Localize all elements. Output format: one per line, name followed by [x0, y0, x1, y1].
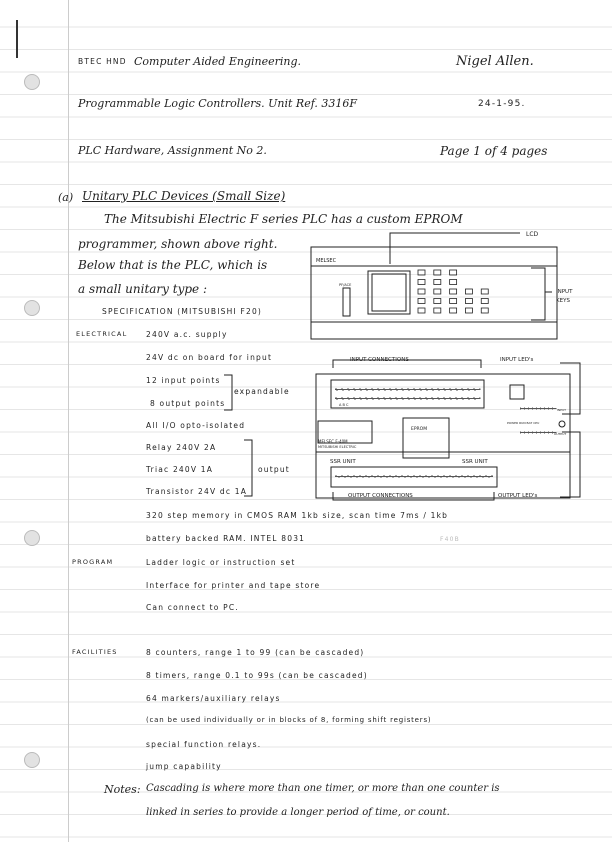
output-label: output — [258, 465, 290, 474]
plc-body — [316, 374, 570, 498]
notes-line: Cascading is where more than one timer, or more than one counter is — [146, 783, 500, 794]
facility-line: 8 timers, range 0.1 to 99s (can be cascaded) — [146, 671, 368, 680]
output-connections-label: OUTPUT CONNECTIONS — [348, 493, 413, 499]
input-led-tag: INPUT — [557, 408, 566, 412]
output-leds-label: OUTPUT LED's — [498, 493, 538, 499]
facility-line: 8 counters, range 1 to 99 (can be cascaded) — [146, 648, 365, 657]
assignment: PLC Hardware, Assignment No 2. — [78, 144, 267, 157]
spec-line: Transistor 24V dc 1A — [146, 487, 248, 496]
program-label: PROGRAM — [72, 558, 114, 566]
key — [465, 289, 472, 294]
key — [434, 308, 441, 313]
key — [434, 270, 441, 275]
intro-line: a small unitary type : — [78, 282, 207, 296]
facilities-label: FACILITIES — [72, 648, 118, 656]
expandable-bracket — [224, 375, 232, 410]
intro-line: programmer, shown above right. — [78, 237, 278, 251]
facility-line: jump capability — [146, 762, 222, 771]
spec-line: 12 input points — [146, 376, 221, 385]
plc-model: MELSEC F-40M — [318, 439, 348, 444]
status-leds-label: POWER RUN BAT CPU — [507, 421, 540, 425]
key — [481, 289, 488, 294]
program-line: Can connect to PC. — [146, 603, 239, 612]
course-title: Computer Aided Engineering. — [134, 55, 302, 68]
key — [481, 299, 488, 304]
key — [434, 299, 441, 304]
key — [418, 299, 425, 304]
lcd-leader — [390, 233, 520, 264]
key — [450, 308, 457, 313]
spec-line: 8 output points — [150, 399, 226, 408]
expandable-label: expandable — [234, 387, 290, 396]
key — [418, 308, 425, 313]
page-number: Page 1 of 4 pages — [440, 144, 548, 158]
key — [418, 270, 425, 275]
input-key-grid — [418, 270, 488, 313]
eprom-label: EPROM — [411, 427, 428, 432]
lcd-screen — [368, 271, 410, 314]
electrical-label: ELECTRICAL — [76, 330, 128, 338]
unit-title: Programmable Logic Controllers. Unit Ref. 3316F — [78, 97, 358, 110]
input-terminal-strip — [331, 380, 484, 408]
key — [465, 299, 472, 304]
facility-line: (can be used individually or in blocks of 8, forming shift registers) — [146, 716, 432, 724]
course: BTEC HND — [78, 57, 127, 66]
key — [450, 270, 457, 275]
author: Nigel Allen. — [456, 54, 534, 69]
lcd-label: LCD — [526, 231, 539, 238]
key — [418, 280, 425, 285]
facility-line: special function relays. — [146, 740, 262, 749]
terminal-dots — [335, 389, 565, 477]
spec-line: 320 step memory in CMOS RAM 1kb size, scan time 7ms / 1kb — [146, 511, 449, 520]
key — [434, 289, 441, 294]
date: 24-1-95. — [478, 99, 526, 109]
input-keys-label: INPUT — [556, 289, 573, 295]
output-bracket — [244, 440, 252, 496]
programmer-small-label: PF/ACE — [339, 283, 352, 287]
input-leds-label: INPUT LED's — [500, 357, 534, 363]
key — [450, 299, 457, 304]
abc-label: A B C — [339, 403, 349, 407]
spec-title: SPECIFICATION (MITSUBISHI F20) — [102, 307, 263, 316]
faint-note: F40B — [440, 536, 461, 543]
notes-label: Notes: — [104, 783, 141, 796]
intro-line: Below that is the PLC, which is — [78, 258, 268, 272]
key — [418, 289, 425, 294]
key — [481, 308, 488, 313]
output-led-tag: OUTPUT — [554, 432, 567, 436]
ssr-unit-right: SSR UNIT — [462, 459, 488, 465]
input-connections-label: INPUT CONNECTIONS — [350, 357, 409, 363]
key — [434, 280, 441, 285]
program-line: Interface for printer and tape store — [146, 581, 321, 590]
intro-line: The Mitsubishi Electric F series PLC has a custom EPROM — [104, 212, 463, 226]
input-keys-label: KEYS — [556, 298, 570, 304]
spec-line: battery backed RAM. INTEL 8031 — [146, 534, 306, 543]
spec-line: Triac 240V 1A — [146, 465, 214, 474]
notes-line: linked in series to provide a longer period of time, or count. — [146, 807, 450, 818]
program-line: Ladder logic or instruction set — [146, 558, 296, 567]
section-title: Unitary PLC Devices (Small Size) — [82, 189, 286, 203]
plc-maker: MITSUBISHI ELECTRIC — [318, 445, 357, 449]
key — [450, 280, 457, 285]
spec-line: 24V dc on board for input — [146, 353, 273, 362]
spec-line: All I/O opto-isolated — [146, 421, 246, 430]
facility-line: 64 markers/auxiliary relays — [146, 694, 281, 703]
spec-line: 240V a.c. supply — [146, 330, 228, 339]
battery — [510, 385, 524, 399]
section-label: (a) — [58, 191, 74, 204]
input-keys-bracket — [531, 268, 552, 320]
key — [465, 308, 472, 313]
key — [450, 289, 457, 294]
mode-switch — [343, 288, 350, 316]
programmer-brand: MELSEC — [316, 258, 337, 264]
ssr-unit-left: SSR UNIT — [330, 459, 356, 465]
spec-line: Relay 240V 2A — [146, 443, 217, 452]
